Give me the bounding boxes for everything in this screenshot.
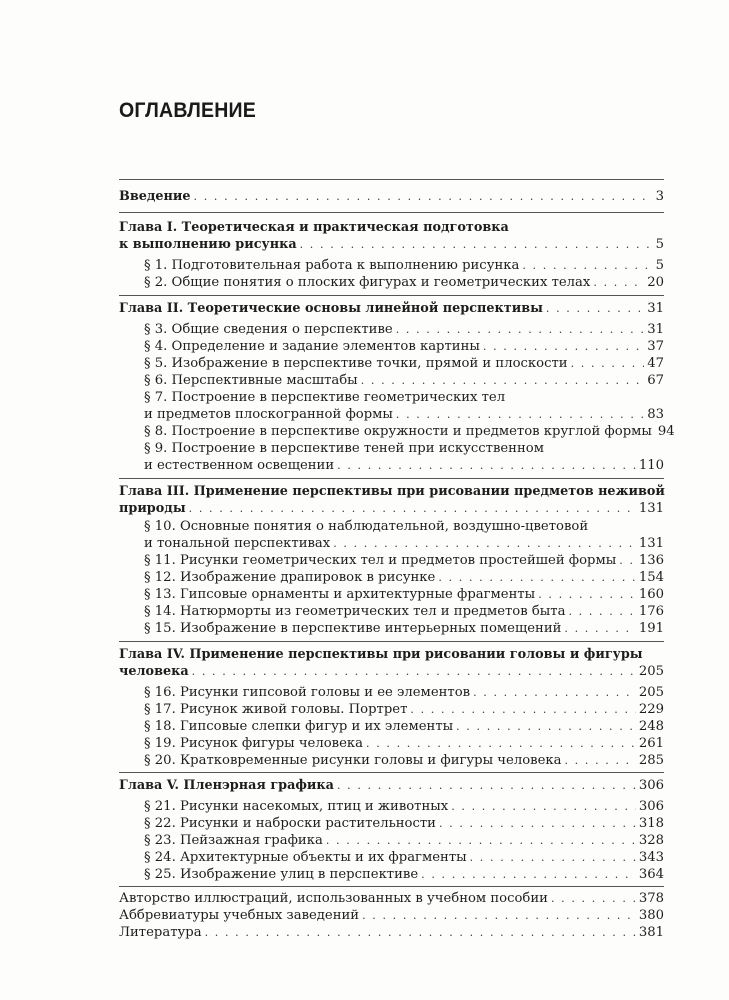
toc-entry-s17[interactable] — [144, 701, 664, 718]
page-number: 306 — [638, 799, 664, 814]
entry-title: § 13. Гипсовые орнаменты и архитектурные фрагменты — [144, 587, 536, 602]
page-number: 20 — [647, 275, 664, 290]
dot-leader — [439, 815, 636, 832]
dot-leader — [337, 777, 636, 794]
toc-entry-s2[interactable] — [144, 274, 664, 291]
entry-title: § 2. Общие понятия о плоских фигурах и геометрических телах — [144, 275, 591, 290]
entry-title: человека — [119, 664, 189, 679]
toc-entry-literature[interactable] — [119, 924, 664, 941]
page-number: 318 — [638, 816, 664, 831]
divider — [119, 179, 664, 180]
toc-entry-s12[interactable] — [144, 569, 664, 586]
dot-leader — [473, 684, 636, 701]
entry-title: и предметов плоскогранной формы — [144, 407, 393, 422]
toc-entry-s10[interactable] — [144, 535, 664, 552]
dot-leader — [194, 188, 653, 205]
entry-title: Литература — [119, 925, 202, 940]
entry-title: природы — [119, 501, 186, 516]
dot-leader — [568, 603, 635, 620]
page-number: 364 — [638, 867, 664, 882]
dot-leader — [361, 372, 645, 389]
page-number: 131 — [638, 536, 664, 551]
dot-leader — [438, 569, 635, 586]
page-number: 47 — [647, 356, 664, 371]
entry-title: § 16. Рисунки гипсовой головы и ее элементов — [144, 685, 471, 700]
dot-leader — [483, 338, 644, 355]
page-number: 67 — [647, 373, 664, 388]
page-number: 261 — [638, 736, 664, 751]
entry-title: § 5. Изображение в перспективе точки, прямой и плоскости — [144, 356, 568, 371]
toc-entry-chapter-3[interactable] — [119, 500, 664, 517]
page-number: 229 — [638, 702, 664, 717]
entry-title: § 17. Рисунок живой головы. Портрет — [144, 702, 408, 717]
entry-title: § 18. Гипсовые слепки фигур и их элементы — [144, 719, 454, 734]
dot-leader — [326, 832, 636, 849]
toc-entry-s25[interactable] — [144, 866, 664, 883]
toc-entry-s9-title: § 9. Построение в перспективе теней при искусственном — [144, 441, 544, 456]
entry-title: § 6. Перспективные масштабы — [144, 373, 358, 388]
page-number: 205 — [638, 685, 664, 700]
entry-title: к выполнению рисунка — [119, 237, 297, 252]
toc-entry-s23[interactable] — [144, 832, 664, 849]
page-number: 154 — [638, 570, 664, 585]
toc-entry-s16[interactable] — [144, 684, 664, 701]
entry-title: и естественном освещении — [144, 458, 335, 473]
toc-entry-chapter-1[interactable] — [119, 236, 664, 253]
dot-leader — [410, 701, 635, 718]
toc-entry-s22[interactable] — [144, 815, 664, 832]
entry-title: § 23. Пейзажная графика — [144, 833, 323, 848]
divider — [119, 295, 664, 296]
entry-title: § 15. Изображение в перспективе интерьерных помещений — [144, 621, 562, 636]
page-title: ОГЛАВЛЕНИЕ — [119, 99, 256, 122]
entry-title: § 22. Рисунки и наброски растительности — [144, 816, 436, 831]
toc-entry-s21[interactable] — [144, 798, 664, 815]
divider — [119, 478, 664, 479]
page-number: 378 — [638, 891, 664, 906]
toc-entry-s5[interactable] — [144, 355, 664, 372]
page-number: 5 — [655, 237, 664, 252]
toc-entry-intro[interactable] — [119, 188, 664, 205]
page-number: 306 — [638, 778, 664, 793]
dot-leader — [300, 236, 653, 253]
dot-leader — [421, 866, 636, 883]
toc-entry-s10-title: § 10. Основные понятия о наблюдательной, воздушно-цветовой — [144, 519, 589, 534]
toc-entry-s24[interactable] — [144, 849, 664, 866]
page-number: 191 — [638, 621, 664, 636]
dot-leader — [593, 274, 644, 291]
page-number: 176 — [638, 604, 664, 619]
toc-entry-s11[interactable] — [144, 552, 664, 569]
page-number: 343 — [638, 850, 664, 865]
dot-leader — [337, 457, 636, 474]
dot-leader — [522, 257, 652, 274]
toc-entry-s14[interactable] — [144, 603, 664, 620]
page-number: 381 — [638, 925, 664, 940]
entry-title: § 12. Изображение драпировок в рисунке — [144, 570, 436, 585]
dot-leader — [470, 849, 636, 866]
toc-entry-s7-title: § 7. Построение в перспективе геометрических тел — [144, 390, 506, 405]
dot-leader — [538, 586, 636, 603]
divider — [119, 641, 664, 642]
toc-entry-authorship[interactable] — [119, 890, 664, 907]
page-number: 248 — [638, 719, 664, 734]
toc-entry-s19[interactable] — [144, 735, 664, 752]
page-number: 131 — [638, 501, 664, 516]
toc-entry-chapter-5[interactable] — [119, 777, 664, 794]
toc-entry-chapter-4[interactable] — [119, 663, 664, 680]
chapter-3-title: Глава III. Применение перспективы при рисовании предметов неживой — [119, 484, 665, 499]
entry-title: Глава V. Пленэрная графика — [119, 778, 334, 793]
dot-leader — [396, 321, 645, 338]
dot-leader — [396, 406, 644, 423]
dot-leader — [564, 752, 635, 769]
dot-leader — [192, 663, 636, 680]
divider — [119, 772, 664, 773]
toc-entry-abbreviations[interactable] — [119, 907, 664, 924]
page-number: 285 — [638, 753, 664, 768]
page-number: 110 — [638, 458, 664, 473]
entry-title: § 19. Рисунок фигуры человека — [144, 736, 364, 751]
divider — [119, 212, 664, 213]
dot-leader — [189, 500, 636, 517]
entry-title: § 20. Кратковременные рисунки головы и фигуры человека — [144, 753, 562, 768]
entry-title: § 24. Архитектурные объекты и их фрагменты — [144, 850, 467, 865]
dot-leader — [546, 300, 644, 317]
chapter-1-title: Глава I. Теоретическая и практическая подготовка — [119, 220, 509, 235]
toc-entry-s13[interactable] — [144, 586, 664, 603]
entry-title: § 8. Построение в перспективе окружности и предметов круглой формы — [144, 424, 652, 439]
toc-entry-s8[interactable] — [144, 423, 675, 440]
toc-entry-s18[interactable] — [144, 718, 664, 735]
toc-entry-s1[interactable] — [144, 257, 664, 274]
page-number: 136 — [638, 553, 664, 568]
toc-entry-s6[interactable] — [144, 372, 664, 389]
toc-entry-s15[interactable] — [144, 620, 664, 637]
entry-title: Аббревиатуры учебных заведений — [119, 908, 360, 923]
toc-entry-s20[interactable] — [144, 752, 664, 769]
page-number: 3 — [655, 189, 664, 204]
chapter-4-title: Глава IV. Применение перспективы при рисовании головы и фигуры — [119, 647, 643, 662]
divider — [119, 886, 664, 887]
page-number: 380 — [638, 908, 664, 923]
toc-entry-s3[interactable] — [144, 321, 664, 338]
page-number: 328 — [638, 833, 664, 848]
entry-title: § 14. Натюрморты из геометрических тел и предметов быта — [144, 604, 566, 619]
entry-title: § 25. Изображение улиц в перспективе — [144, 867, 419, 882]
entry-title: § 3. Общие сведения о перспективе — [144, 322, 393, 337]
dot-leader — [619, 552, 636, 569]
page-number: 83 — [647, 407, 664, 422]
dot-leader — [564, 620, 635, 637]
page-number: 205 — [638, 664, 664, 679]
page-number: 160 — [638, 587, 664, 602]
dot-leader — [366, 735, 636, 752]
toc-entry-chapter-2[interactable] — [119, 300, 664, 317]
page-number: 37 — [647, 339, 664, 354]
dot-leader — [571, 355, 645, 372]
toc-entry-s9[interactable] — [144, 457, 664, 474]
page-number: 94 — [657, 424, 675, 439]
entry-title: Авторство иллюстраций, использованных в учебном пособии — [119, 891, 548, 906]
dot-leader — [451, 798, 636, 815]
toc-entry-s7[interactable] — [144, 406, 664, 423]
entry-title: Введение — [119, 189, 191, 204]
dot-leader — [551, 890, 636, 907]
toc-entry-s4[interactable] — [144, 338, 664, 355]
dot-leader — [362, 907, 636, 924]
entry-title: § 21. Рисунки насекомых, птиц и животных — [144, 799, 449, 814]
page-number: 5 — [655, 258, 664, 273]
dot-leader — [333, 535, 636, 552]
entry-title: Глава II. Теоретические основы линейной перспективы — [119, 301, 543, 316]
entry-title: § 1. Подготовительная работа к выполнению рисунка — [144, 258, 520, 273]
page-number: 31 — [647, 322, 664, 337]
entry-title: § 11. Рисунки геометрических тел и предметов простейшей формы — [144, 553, 617, 568]
entry-title: и тональной перспективах — [144, 536, 331, 551]
dot-leader — [456, 718, 636, 735]
entry-title: § 4. Определение и задание элементов картины — [144, 339, 480, 354]
dot-leader — [205, 924, 636, 941]
page-number: 31 — [647, 301, 664, 316]
